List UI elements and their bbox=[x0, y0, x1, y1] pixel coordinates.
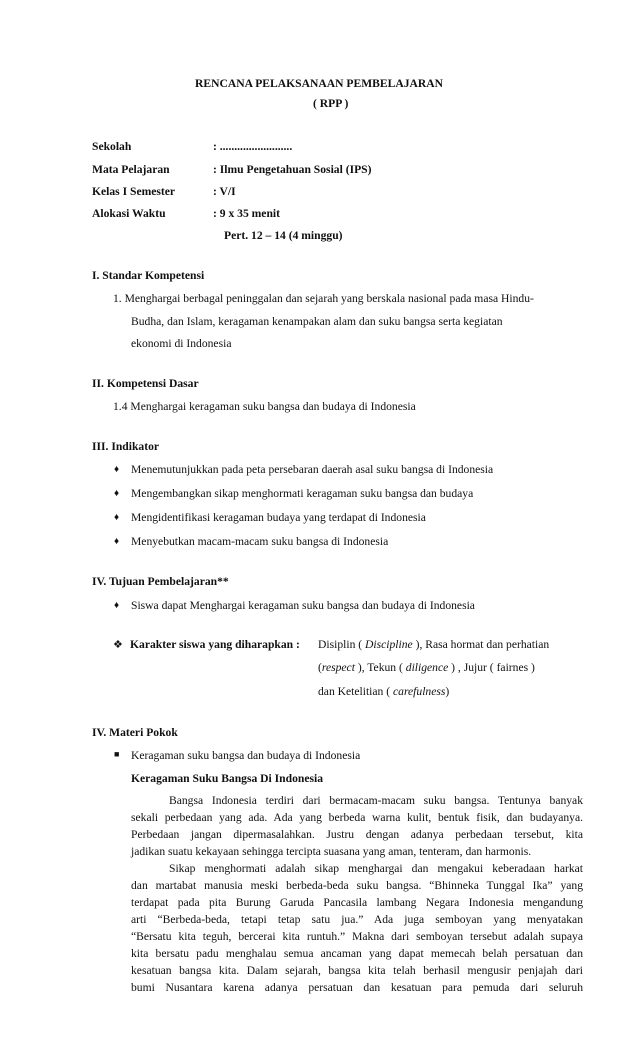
diamond-bullet-icon: ♦ bbox=[114, 512, 120, 523]
section-heading-materi: IV. Materi Pokok bbox=[92, 726, 178, 739]
diamond-bullet-icon: ♦ bbox=[114, 536, 120, 547]
paragraph-line: kesatuan bangsa kita. Dalam sejarah, bangsa kita telah berhasil mengusir penjajah dari bbox=[131, 964, 583, 977]
identity-value-mapel: : Ilmu Pengetahuan Sosial (IPS) bbox=[213, 163, 372, 176]
section-heading-sk: I. Standar Kompetensi bbox=[92, 269, 205, 282]
indikator-item: Menyebutkan macam-macam suku bangsa di Indonesia bbox=[131, 535, 389, 548]
document-subtitle: ( RPP ) bbox=[313, 97, 349, 110]
materi-subheading: Keragaman Suku Bangsa Di Indonesia bbox=[131, 772, 323, 785]
paragraph-line: arti “Berbeda-beda, tetapi tetap satu jua.” Ada juga semboyan yang menyatakan bbox=[131, 913, 583, 926]
diamond-bullet-icon: ♦ bbox=[114, 600, 120, 611]
tujuan-item: Siswa dapat Menghargai keragaman suku bangsa dan budaya di Indonesia bbox=[131, 599, 475, 612]
section-heading-indikator: III. Indikator bbox=[92, 440, 160, 453]
indikator-item: Mengembangkan sikap menghormati keragaman suku bangsa dan budaya bbox=[131, 487, 474, 500]
square-bullet-icon: ■ bbox=[114, 749, 120, 759]
checkmark-diamond-bullet-icon: ❖ bbox=[113, 639, 123, 651]
paragraph-line: dan martabat manusia meski berbeda-beda suku bangsa. “Bhinneka Tunggal Ika” yang bbox=[131, 879, 583, 892]
kd-item: 1.4 Menghargai keragaman suku bangsa dan budaya di Indonesia bbox=[113, 400, 416, 413]
sk-item-line: ekonomi di Indonesia bbox=[131, 337, 232, 350]
paragraph-line: Bangsa Indonesia terdiri dari bermacam-macam suku bangsa. Tentunya banyak bbox=[169, 794, 583, 807]
materi-item: Keragaman suku bangsa dan budaya di Indonesia bbox=[131, 749, 361, 762]
identity-label-alokasi: Alokasi Waktu bbox=[92, 207, 166, 220]
paragraph-line: jadikan suatu kekayaan sehingga tercipta suasana yang aman, tenteram, dan harmonis. bbox=[131, 845, 532, 858]
paragraph-line: Perbedaan jangan dipermasalahkan. Justru dengan adanya perbedaan tersebut, kita bbox=[131, 828, 583, 841]
karakter-line-3: dan Ketelitian ( carefulness) bbox=[318, 685, 450, 698]
paragraph-line: terdapat pada pita Burung Garuda Pancasila lambang Negara Indonesia mengandung bbox=[131, 896, 583, 909]
identity-value-alokasi: : 9 x 35 menit bbox=[213, 207, 280, 220]
paragraph-line: Sikap menghormati adalah sikap menghargai dan mengakui keberadaan harkat bbox=[169, 862, 583, 875]
paragraph-line: bumi Nusantara karena adanya persatuan dan kesatuan para pemuda dari seluruh bbox=[131, 981, 583, 994]
identity-meeting-duration: Pert. 12 – 14 (4 minggu) bbox=[224, 229, 343, 242]
document-title: RENCANA PELAKSANAAN PEMBELAJARAN bbox=[195, 77, 443, 90]
diamond-bullet-icon: ♦ bbox=[114, 488, 120, 499]
indikator-item: Mengidentifikasi keragaman budaya yang terdapat di Indonesia bbox=[131, 511, 426, 524]
identity-value-kelas: : V/I bbox=[213, 185, 236, 198]
section-heading-kd: II. Kompetensi Dasar bbox=[92, 377, 199, 390]
section-heading-tujuan: IV. Tujuan Pembelajaran** bbox=[92, 575, 229, 588]
identity-label-kelas: Kelas I Semester bbox=[92, 185, 176, 198]
karakter-label: Karakter siswa yang diharapkan : bbox=[130, 638, 300, 651]
identity-value-sekolah: : ......................... bbox=[213, 140, 293, 153]
indikator-item: Menemutunjukkan pada peta persebaran daerah asal suku bangsa di Indonesia bbox=[131, 463, 494, 476]
sk-item-line: Budha, dan Islam, keragaman kenampakan alam dan suku bangsa serta kegiatan bbox=[131, 315, 503, 328]
identity-label-mapel: Mata Pelajaran bbox=[92, 163, 170, 176]
paragraph-line: sekali perbedaan yang ada. Ada yang berbeda warna kulit, bentuk fisik, dan budayanya. bbox=[131, 811, 583, 824]
paragraph-line: “Bersatu kita teguh, bercerai kita runtuh.” Makna dari semboyan tersebut adalah supaya bbox=[131, 930, 583, 943]
karakter-line-1: Disiplin ( Discipline ), Rasa hormat dan perhatian bbox=[318, 638, 550, 651]
paragraph-line: kita bersatu padu menghalau semua ancaman yang dapat memecah belah persatuan dan bbox=[131, 947, 583, 960]
diamond-bullet-icon: ♦ bbox=[114, 464, 120, 475]
sk-item-line: 1. Menghargai berbagal peninggalan dan sejarah yang berskala nasional pada masa Hindu- bbox=[113, 292, 534, 305]
karakter-line-2: (respect ), Tekun ( diligence ) , Jujur ( fairnes ) bbox=[318, 661, 535, 674]
identity-label-sekolah: Sekolah bbox=[92, 140, 132, 153]
